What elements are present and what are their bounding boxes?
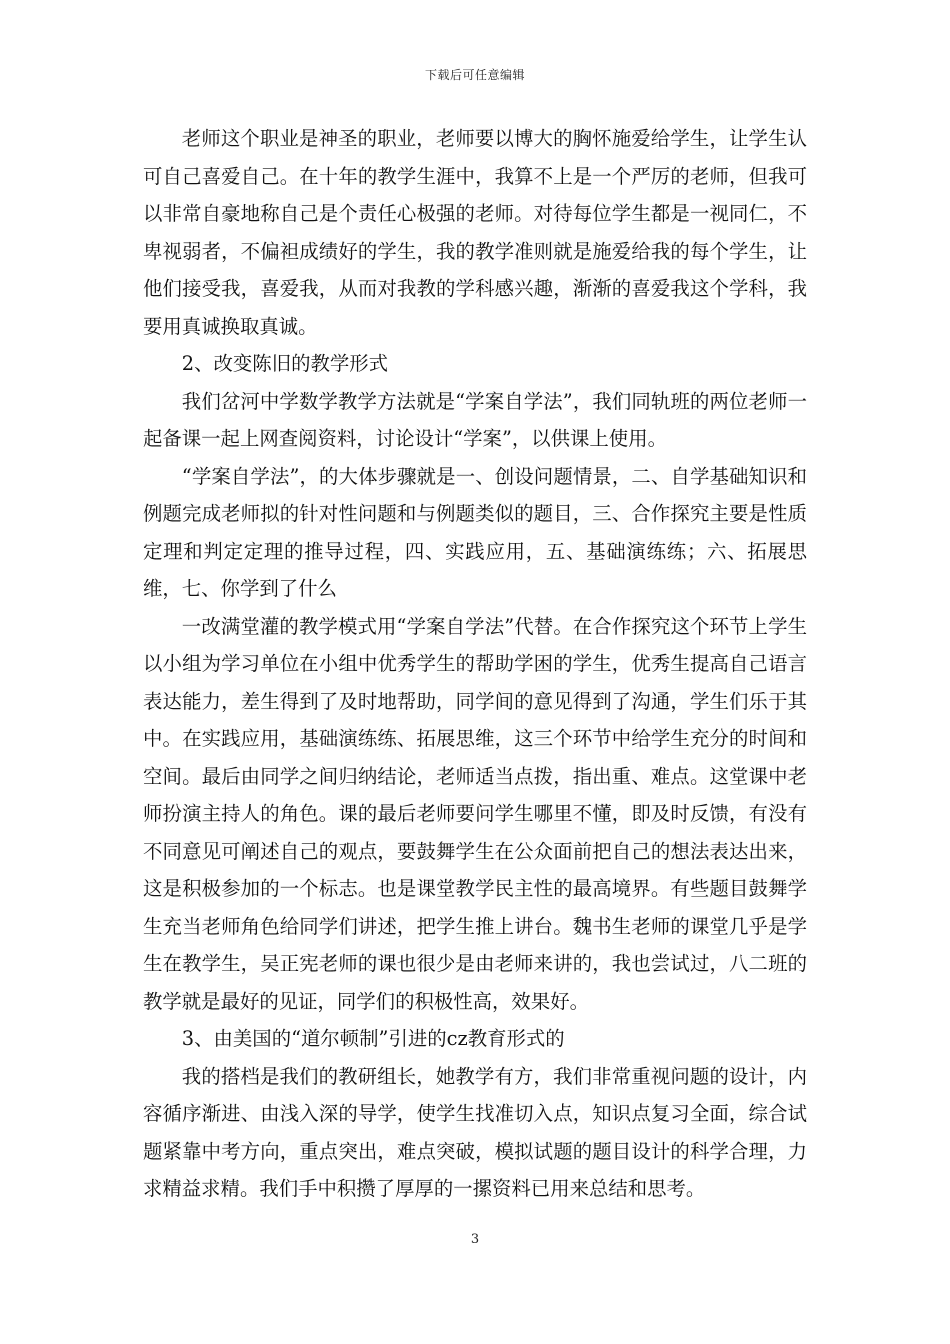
page-header: 下载后可任意编辑 [424,68,525,82]
paragraph-steps: “学案自学法”，的大体步骤就是一、创设问题情景，二、自学基础知识和例题完成老师拟的针对性问题和与例题类似的题目，三、合作探究主要是性质定理和判定定理的推导过程，四、实践应用，五、基础演练练；六、拓展思维，七、你学到了什么 [143,464,807,600]
paragraph-self-study-method: 我们岔河中学数学教学方法就是“学案自学法”，我们同轨班的两位老师一起备课一起上网查阅资料，讨论设计“学案”，以供课上使用。 [143,389,807,450]
paragraph-teacher-love: 老师这个职业是神圣的职业，老师要以博大的胸怀施爱给学生，让学生认可自己喜爱自己。在十年的教学生涯中，我算不上是一个严厉的老师，但我可以非常自豪地称自己是个责任心极强的老师。对待每位学生都是一视同仁，不卑视弱者，不偏袒成绩好的学生，我的教学准则就是施爱给我的每个学生，让他们接受我，喜爱我，从而对我教的学科感兴趣，渐渐的喜爱我这个学科，我要用真诚换取真诚。 [143,127,807,338]
document-body [143,120,807,1208]
section-heading-3: 3、由美国的“道尔顿制”引进的cz教育形式的 [181,1027,565,1050]
page-number: 3 [470,1232,480,1247]
section-heading-2: 2、改变陈旧的教学形式 [181,352,389,375]
paragraph-teaching-mode: 一改满堂灌的教学模式用“学案自学法”代替。在合作探究这个环节上学生以小组为学习单位在小组中优秀学生的帮助学困的学生，优秀生提高自己语言表达能力，差生得到了及时地帮助，同学间的意见得到了沟通，学生们乐于其中。在实践应用，基础演练练、拓展思维，这三个环节中给学生充分的时间和空间。最后由同学之间归纳结论，老师适当点拨，指出重、难点。这堂课中老师扮演主持人的角色。课的最后老师要问学生哪里不懂，即及时反馈，有没有不同意见可阐述自己的观点，要鼓舞学生在公众面前把自己的想法表达出来，这是积极参加的一个标志。也是课堂教学民主性的最高境界。有些题目鼓舞学生充当老师角色给同学们讲述，把学生推上讲台。魏书生老师的课堂几乎是学生在教学生，吴正宪老师的课也很少是由老师来讲的，我也尝试过，八二班的教学就是最好的见证，同学们的积极性高，效果好。 [143,614,807,1013]
paragraph-partner: 我的搭档是我们的教研组长，她教学有方，我们非常重视问题的设计，内容循序渐进、由浅入深的导学，使学生找准切入点，知识点复习全面，综合试题紧靠中考方向，重点突出，难点突破，模拟试题的题目设计的科学合理，力求精益求精。我们手中积攒了厚厚的一摞资料已用来总结和思考。 [143,1064,807,1200]
